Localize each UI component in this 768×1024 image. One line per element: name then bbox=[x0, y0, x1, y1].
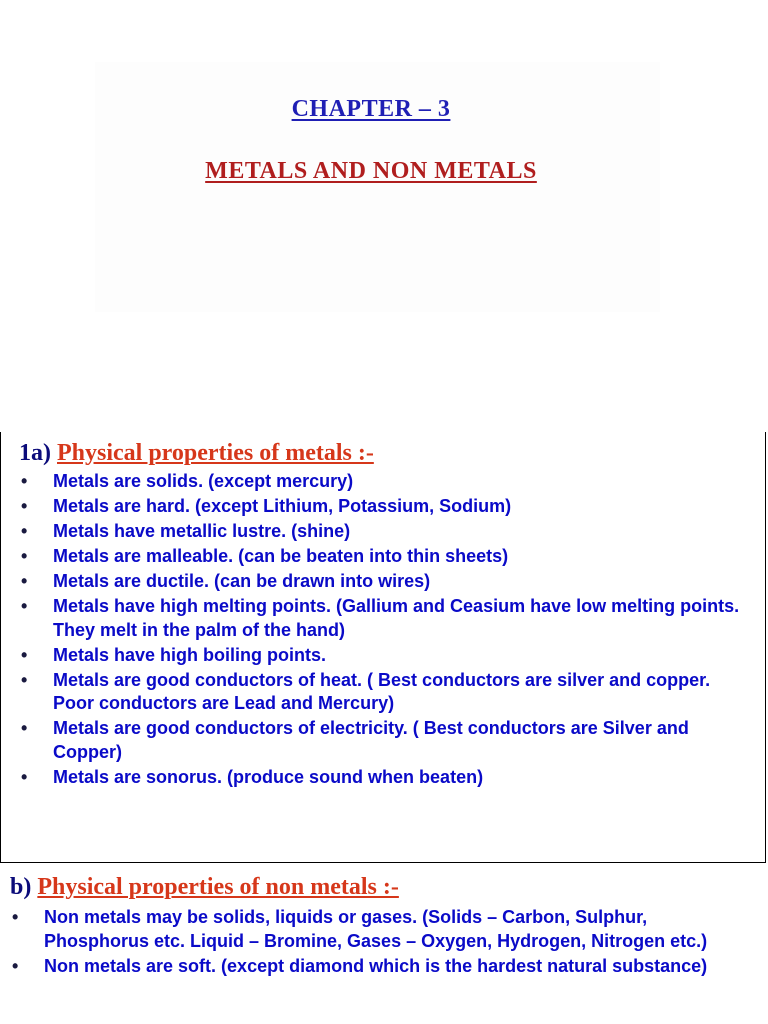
metals-heading bbox=[19, 440, 374, 467]
list-item-text: Metals have high melting points. (Gallium and Ceasium have low melting points. They melt in the palm of the hand) bbox=[53, 596, 740, 640]
chapter-title: METALS AND NON METALS bbox=[205, 158, 537, 184]
list-item bbox=[21, 717, 751, 764]
nonmetals-heading-text: Physical properties of non metals :- bbox=[37, 874, 399, 900]
bullet-icon: • bbox=[21, 496, 28, 516]
list-item-text: Metals are ductile. (can be drawn into wires) bbox=[53, 571, 431, 591]
bullet-icon: • bbox=[21, 644, 28, 665]
list-item bbox=[21, 595, 751, 642]
nonmetals-slide bbox=[0, 864, 768, 1024]
list-item bbox=[21, 669, 751, 716]
nonmetals-bullet-list bbox=[12, 906, 757, 981]
list-item-text: Non metals are soft. (except diamond which is the hardest natural substance) bbox=[44, 956, 708, 976]
bullet-icon: • bbox=[21, 669, 28, 690]
list-item bbox=[21, 495, 751, 519]
bullet-icon: • bbox=[21, 596, 28, 616]
list-item bbox=[21, 570, 751, 594]
list-item bbox=[21, 545, 751, 569]
metals-heading-text: Physical properties of metals :- bbox=[57, 440, 374, 466]
nonmetals-heading bbox=[10, 874, 399, 901]
list-item bbox=[12, 906, 757, 953]
list-item-text: Metals have high boiling points. bbox=[53, 644, 327, 665]
list-item-text: Non metals may be solids, liquids or gases. (Solids – Carbon, Sulphur, Phosphorus etc. Liquid – Bromine, Gases – Oxygen, Hydrogen, Nitrogen etc.) bbox=[44, 907, 708, 951]
list-item bbox=[21, 644, 751, 668]
nonmetals-heading-label: b) bbox=[10, 874, 38, 900]
bullet-icon: • bbox=[21, 571, 28, 591]
list-item-text: Metals are hard. (except Lithium, Potassium, Sodium) bbox=[53, 496, 512, 516]
bullet-icon: • bbox=[21, 546, 28, 566]
list-item bbox=[21, 470, 751, 494]
list-item-text: Metals have metallic lustre. (shine) bbox=[53, 521, 351, 541]
bullet-icon: • bbox=[12, 907, 19, 927]
bullet-icon: • bbox=[21, 718, 28, 738]
list-item-text: Metals are sonorus. (produce sound when beaten) bbox=[53, 766, 484, 787]
list-item-text: Metals are good conductors of electricity. ( Best conductors are Silver and Copper) bbox=[53, 718, 689, 762]
bullet-icon: • bbox=[21, 471, 28, 491]
metals-slide bbox=[0, 432, 766, 863]
bullet-icon: • bbox=[12, 956, 19, 976]
list-item bbox=[21, 520, 751, 544]
chapter-heading: CHAPTER – 3 bbox=[291, 96, 451, 122]
list-item-text: Metals are good conductors of heat. ( Best conductors are silver and copper. Poor conductors are Lead and Mercury) bbox=[53, 669, 711, 713]
bullet-icon: • bbox=[21, 766, 28, 787]
bullet-icon: • bbox=[21, 521, 28, 541]
list-item bbox=[21, 766, 751, 790]
list-item bbox=[12, 955, 757, 979]
list-item-text: Metals are solids. (except mercury) bbox=[53, 471, 354, 491]
list-item-text: Metals are malleable. (can be beaten into thin sheets) bbox=[53, 546, 509, 566]
title-slide bbox=[0, 0, 768, 430]
metals-bullet-list bbox=[21, 470, 751, 791]
metals-heading-label: 1a) bbox=[19, 440, 57, 466]
